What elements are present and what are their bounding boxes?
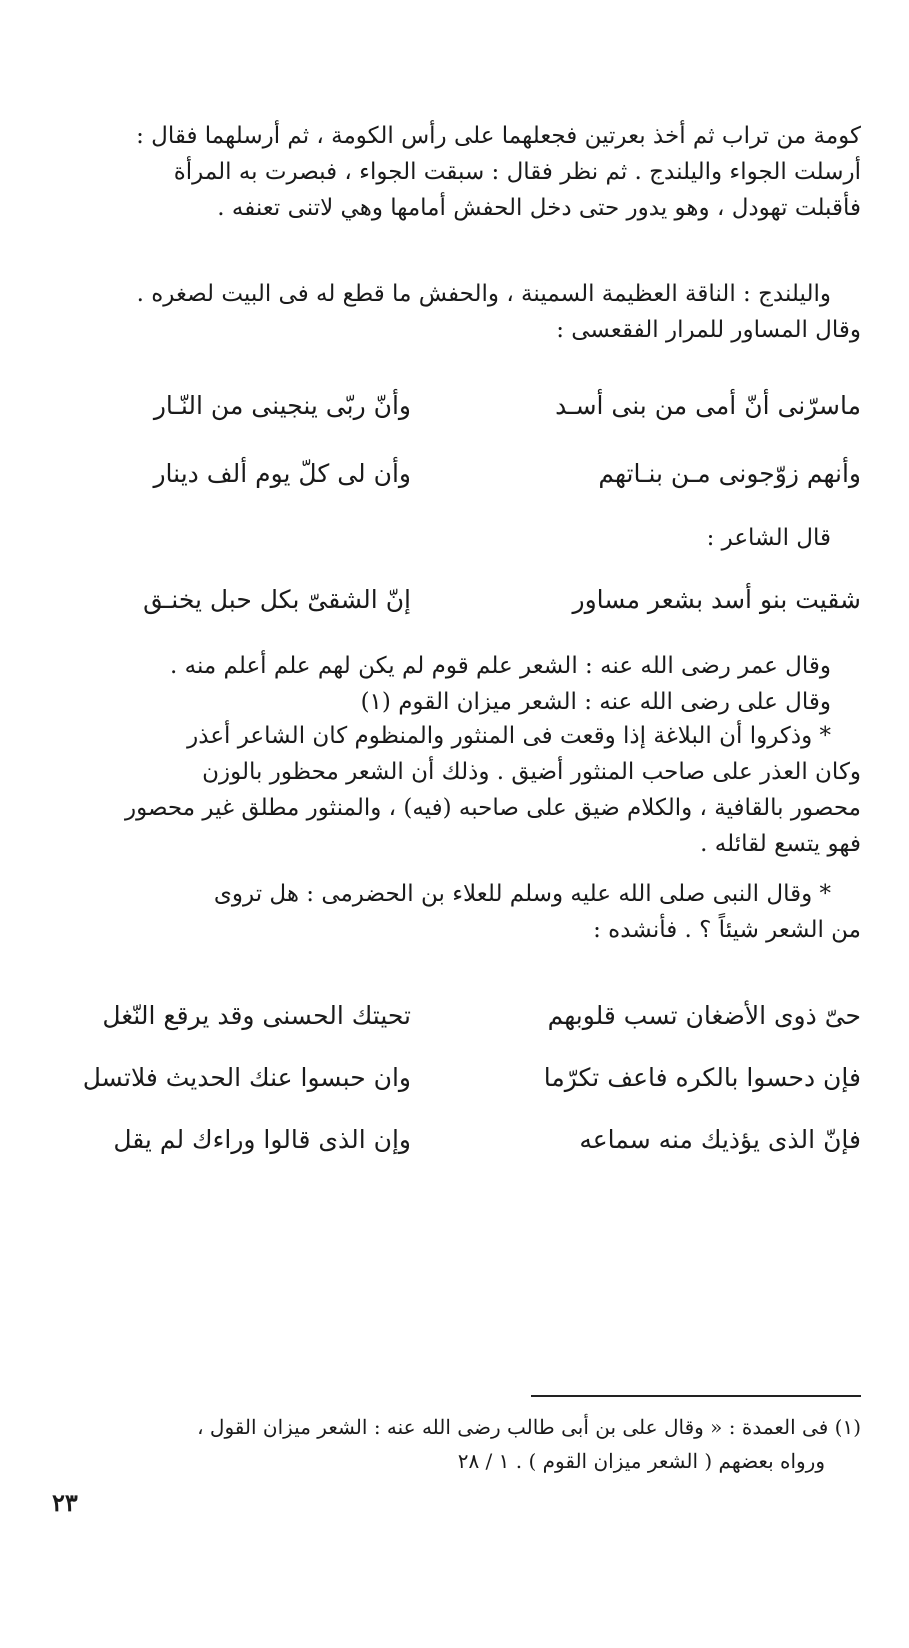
paragraph-balagha: [61, 718, 861, 862]
poet-said-line: [61, 520, 861, 556]
verse-line: [41, 384, 861, 428]
text-line: وقال المساور للمرار الفقعسى :: [556, 317, 861, 343]
verse-line: [41, 1118, 861, 1162]
verse-second-hemistich: وإن الذى قالوا وراءك لم يقل: [113, 1125, 411, 1154]
footnote-line: ورواه بعضهم ( الشعر ميزان القوم ) . ١ / ٢٨: [457, 1449, 825, 1473]
verse-second-hemistich: وأنّ ربّى ينجينى من النّـار: [153, 391, 411, 420]
verse-first-hemistich: وأنهم زوّجونى مـن بنـاتهم: [598, 459, 861, 488]
text-line: وكان العذر على صاحب المنثور أضيق . وذلك أن الشعر محظور بالوزن: [202, 759, 861, 785]
text-line: وقال على رضى الله عنه : الشعر ميزان القوم (١): [360, 689, 831, 715]
text-line: وقال عمر رضى الله عنه : الشعر علم قوم لم يكن لهم علم أعلم منه .: [170, 653, 831, 679]
verse-line: [41, 452, 861, 496]
text-line: واليلندج : الناقة العظيمة السمينة ، والحفش ما قطع له فى البيت لصغره .: [136, 281, 831, 307]
paragraph-sayings: [61, 648, 861, 720]
paragraph-hafsh-story: [61, 118, 861, 226]
verse-first-hemistich: ماسرّنى أنّ أمى من بنى أسـد: [555, 391, 861, 420]
verse-first-hemistich: فإن دحسوا بالكره فاعف تكرّما: [543, 1063, 861, 1092]
text-line: * وذكروا أن البلاغة إذا وقعت فى المنثور والمنظوم كان الشاعر أعذر: [187, 723, 831, 749]
page-number: ٢٣: [52, 1488, 78, 1517]
verse-second-hemistich: وأن لى كلّ يوم ألف دينار: [153, 459, 411, 488]
text-line: من الشعر شيئاً ؟ . فأنشده :: [593, 917, 861, 943]
text-line: قال الشاعر :: [706, 525, 831, 551]
text-line: فأقبلت تهودل ، وهو يدور حتى دخل الحفش أمامها وهي لاتنى تعنفه .: [217, 195, 861, 221]
verse-second-hemistich: وان حبسوا عنك الحديث فلاتسل: [82, 1063, 411, 1092]
footnote: [51, 1410, 861, 1478]
footnote-line: (١) فى العمدة : « وقال على بن أبى طالب رضى الله عنه : الشعر ميزان القول ،: [197, 1415, 861, 1439]
verse-first-hemistich: فإنّ الذى يؤذيك منه سماعه: [579, 1125, 861, 1154]
text-line: فهو يتسع لقائله .: [700, 831, 861, 857]
text-line: * وقال النبى صلى الله عليه وسلم للعلاء بن الحضرمى : هل تروى: [213, 881, 831, 907]
text-line: أرسلت الجواء واليلندج . ثم نظر فقال : سبقت الجواء ، فبصرت به المرأة: [173, 159, 861, 185]
verse-line: [41, 994, 861, 1038]
verse-line: [41, 578, 861, 622]
text-line: محصور بالقافية ، والكلام ضيق على صاحبه (فيه) ، والمنثور مطلق غير محصور: [125, 795, 861, 821]
verse-line: [41, 1056, 861, 1100]
verse-first-hemistich: شقيت بنو أسد بشعر مساور: [572, 585, 861, 614]
footnote-divider: [531, 1395, 861, 1397]
paragraph-yalandaj-definition: [61, 276, 861, 348]
paragraph-prophet-hadith: [61, 876, 861, 948]
text-line: كومة من تراب ثم أخذ بعرتين فجعلهما على رأس الكومة ، ثم أرسلهما فقال :: [136, 123, 861, 149]
verse-first-hemistich: حىّ ذوى الأضغان تسب قلوبهم: [547, 1001, 861, 1030]
verse-second-hemistich: تحيتك الحسنى وقد يرقع النّغل: [102, 1001, 411, 1030]
verse-second-hemistich: إنّ الشقىّ بكل حبل يخنـق: [143, 585, 411, 614]
